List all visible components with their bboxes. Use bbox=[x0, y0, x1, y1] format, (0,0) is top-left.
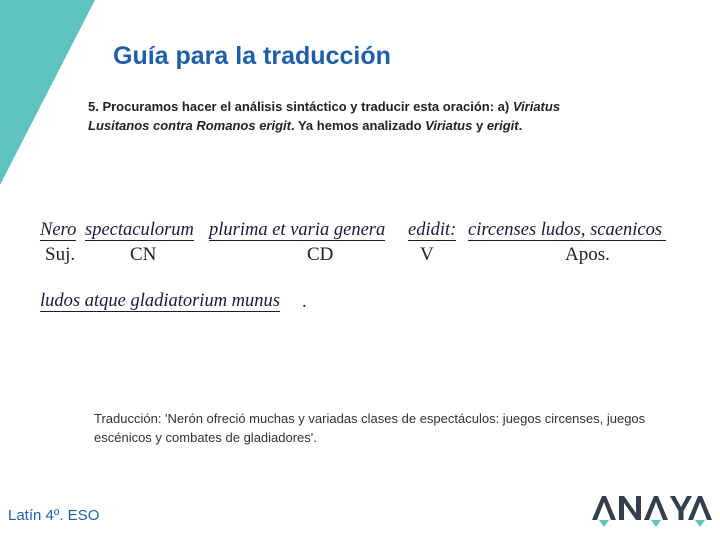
latin-line-2: ludos atque gladiatorium munus bbox=[40, 291, 280, 311]
latin-word-verb: edidit: bbox=[408, 220, 457, 240]
page-title: Guía para la traducción bbox=[113, 42, 391, 70]
latin-word-genitive: spectaculorum bbox=[85, 220, 194, 240]
role-label-apposition: Apos. bbox=[565, 244, 610, 265]
latin-line-2-period: . bbox=[302, 292, 307, 312]
latin-word-direct-object: plurima et varia genera bbox=[209, 220, 386, 240]
translation-text: Traducción: 'Nerón ofreció muchas y variadas clases de espectáculos: juegos circenses, juegos escénicos y combates de gladiadores'. bbox=[94, 411, 646, 445]
latin-word-apposition: circenses ludos, scaenicos bbox=[468, 221, 666, 241]
role-label-verb: V bbox=[420, 244, 434, 265]
latin-word-subject: Nero bbox=[40, 220, 77, 240]
latin-sentence: Viriatus Lusitanos contra Romanos erigit bbox=[88, 99, 561, 133]
exercise-instruction: 5. Procuramos hacer el análisis sintáctico y traducir esta oración: a) Viriatus Lusitanos contra Romanos erigit. Ya hemos analizado Viriatus y erigit. bbox=[88, 99, 561, 133]
anaya-logo bbox=[584, 490, 714, 530]
footer-course-label: Latín 4º. ESO bbox=[8, 507, 100, 524]
role-label-cn: CN bbox=[130, 244, 157, 265]
role-label-subject: Suj. bbox=[45, 244, 76, 265]
role-label-cd: CD bbox=[307, 244, 334, 265]
